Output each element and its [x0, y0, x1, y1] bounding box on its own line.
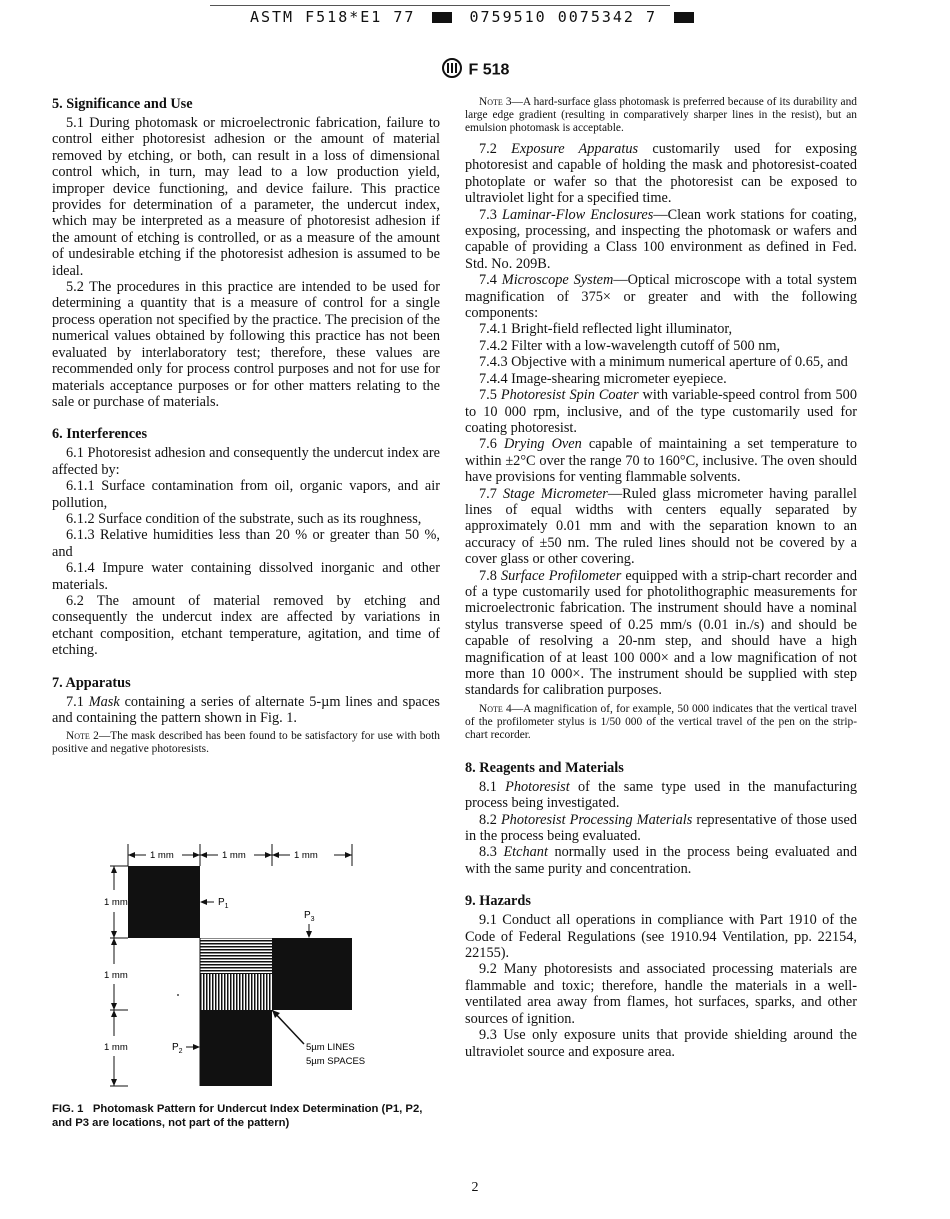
para-7-1: 7.1 Mask containing a series of alternate 5-µm lines and spaces and containing the pattern shown in Fig. 1.	[52, 693, 440, 726]
para-9-2: 9.2 Many photoresists and associated processing materials are flammable and toxic; therefore, handle the materials in a well-ventilated area away from flames, hot surfaces, sparks, and other sources of ignition.	[465, 961, 857, 1027]
para-6-1-2: 6.1.2 Surface condition of the substrate, such as its roughness,	[66, 510, 422, 527]
label-p1: $P_1$	[218, 897, 229, 910]
code-left: ASTM F518*E1 77	[249, 8, 416, 26]
para-5-2: 5.2 The procedures in this practice are intended to be used for determining a quantity that is a measure of control for a single process operation not specified by the practice. The precision of the numerical values obtained by following this practice has not been evaluated by interlaboratory test; therefore, these values are recommended only for process control purposes and not for use for materials acceptance purposes or for other matters relating to the sale or purchase of materials.	[52, 279, 440, 410]
vertical-lines-block	[200, 974, 272, 1010]
para-6-1: 6.1 Photoresist adhesion and consequently the undercut index are affected by:	[52, 445, 440, 478]
section-8-title: 8. Reagents and Materials	[465, 759, 624, 776]
para-7-4-3: 7.4.3 Objective with a minimum numerical aperture of 0.65, and	[479, 354, 848, 371]
label-p2: $P_2$	[172, 1042, 183, 1055]
section-9-title: 9. Hazards	[465, 893, 531, 910]
horizontal-lines-block	[200, 938, 272, 974]
top-rule	[210, 5, 670, 6]
astm-logo-icon	[441, 58, 463, 83]
para-8-2: 8.2 Photoresist Processing Materials representative of those used in the process being evaluated.	[465, 811, 857, 845]
note-4: Note 4—A magnification of, for example, 50 000 indicates that the vertical travel of the profilometer stylus is 1/50 000 of the vertical travel of the pen on the strip-chart recorder.	[465, 702, 858, 741]
figure-caption: FIG. 1 Photomask Pattern for Undercut Index Determination (P1, P2, and P3 are locations, not part of the pattern)	[52, 1103, 423, 1129]
section-7-title: 7. Apparatus	[52, 674, 131, 691]
para-8-1: 8.1 Photoresist of the same type used in the manufacturing process being investigated.	[465, 778, 858, 812]
dim-label-2: 1 mm	[222, 850, 246, 861]
para-7-4: 7.4 Microscope System—Optical microscope with a total system magnification of 375× or greater and with the following components:	[465, 272, 857, 322]
para-7-5: 7.5 Photoresist Spin Coater with variable-speed control from 500 to 10 000 rpm, inclusive, and of the type customarily used for coating photoresist.	[465, 387, 857, 436]
para-5-1: 5.1 During photomask or microelectronic fabrication, failure to control either photoresist adhesion or the amount of material removed by etching, or both, can result in a loss of dimensional control which, in turn, may lead to a low production yield, improper device functioning, and device failure. This practice provides for determination of a parameter, the undercut index, which may be interpreted as a measure of photoresist adhesion if the amount of etching is controlled, or as a measure of the amount of undesirable etching if the photoresist adhesion is assumed to be ideal.	[52, 115, 440, 279]
para-7-8: 7.8 Surface Profilometer equipped with a strip-chart recorder and of a type customarily used for photolithographic measurements for microelectronic fabrication. The instrument should have a nominal stylus transverse speed of 0.25 mm/s (0.01 in./s) and should be capable of resolving a 20-nm step, and should have a high magnification of at least 100 000× and a low magnification of not more than 10 000×. The instrument should be supplied with step standards for calibration purposes.	[465, 567, 857, 699]
para-7-4-2: 7.4.2 Filter with a low-wavelength cutoff of 500 nm,	[479, 337, 781, 354]
figure-1	[104, 838, 434, 1096]
dim-label-1: 1 mm	[150, 850, 174, 861]
para-6-1-3: 6.1.3 Relative humidities less than 20 % or greater than 50 %, and	[52, 527, 440, 560]
redaction-block	[432, 12, 452, 23]
para-8-3: 8.3 Etchant normally used in the process being evaluated and with the same purity and concentration.	[465, 844, 857, 877]
para-7-4-1: 7.4.1 Bright-field reflected light illuminator,	[479, 321, 733, 338]
note-3: Note 3—A hard-surface glass photomask is preferred because of its durability and large edge gradient (resulting in comparatively sharper lines in the resist), but an emulsion photomask is acceptable.	[465, 96, 858, 134]
dim-label-left-2: 1 mm	[104, 970, 128, 981]
designation-header	[0, 58, 950, 83]
label-lines: 5µm LINES	[306, 1042, 355, 1053]
designation: F 518	[468, 61, 510, 79]
solid-block-top-left	[128, 866, 200, 938]
section-6-title: 6. Interferences	[52, 426, 148, 443]
para-6-2: 6.2 The amount of material removed by etching and consequently the undercut index are affected by variations in etchant composition, etchant temperature, agitation, and time of etching.	[52, 592, 440, 659]
para-9-3: 9.3 Use only exposure units that provide shielding around the ultraviolet source and exposure area.	[465, 1027, 857, 1060]
solid-block-bottom	[200, 1010, 272, 1086]
section-5-title: 5. Significance and Use	[52, 96, 193, 112]
para-6-1-1: 6.1.1 Surface contamination from oil, organic vapors, and air pollution,	[52, 478, 440, 511]
note-2: Note 2—The mask described has been found to be satisfactory for use with both positive and negative photoresists.	[52, 730, 440, 756]
right-column	[465, 96, 857, 1060]
para-7-6: 7.6 Drying Oven capable of maintaining a set temperature to within ±2°C over the range 70 to 160°C, inclusive. The oven should have provisions for venting flammable solvents.	[465, 436, 857, 486]
document-code	[0, 8, 950, 26]
label-spaces: 5µm SPACES	[306, 1056, 366, 1067]
dim-label-left-1: 1 mm	[104, 897, 128, 908]
dim-label-left-3: 1 mm	[104, 1042, 128, 1053]
para-6-1-4: 6.1.4 Impure water containing dissolved inorganic and other materials.	[52, 560, 440, 593]
para-7-4-4: 7.4.4 Image-shearing micrometer eyepiece.	[479, 370, 727, 387]
para-9-1: 9.1 Conduct all operations in compliance with Part 1910 of the Code of Federal Regulations (see 1910.94 Ventilation, pp. 22154, 22155).	[465, 912, 857, 962]
solid-block-right	[272, 938, 352, 1010]
page-number: 2	[471, 1180, 479, 1195]
para-7-2: 7.2 Exposure Apparatus customarily used for exposing photoresist and capable of holding the mask and photoresist-coated photoplate or wafer so that the photoresist can be exposed to ultraviolet light for a specified time.	[465, 141, 858, 207]
dim-label-3: 1 mm	[294, 850, 318, 861]
redaction-block	[674, 12, 694, 23]
left-column	[52, 96, 440, 762]
para-7-3: 7.3 Laminar-Flow Enclosures—Clean work stations for coating, exposing, processing, and inspecting the photomask or wafers and capable of providing a Class 100 environment as defined in Fed. Std. No. 209B.	[465, 206, 858, 272]
label-p3: $P_3$	[304, 910, 315, 923]
code-right: 0759510 0075342 7	[469, 8, 658, 26]
para-7-7: 7.7 Stage Micrometer—Ruled glass micrometer having parallel lines of equal widths with centers equally separated by approximately 0.01 mm and with the separation known to an accuracy of ±50 nm. The ruled lines should not be covered by a cover glass or other covering.	[465, 485, 857, 568]
